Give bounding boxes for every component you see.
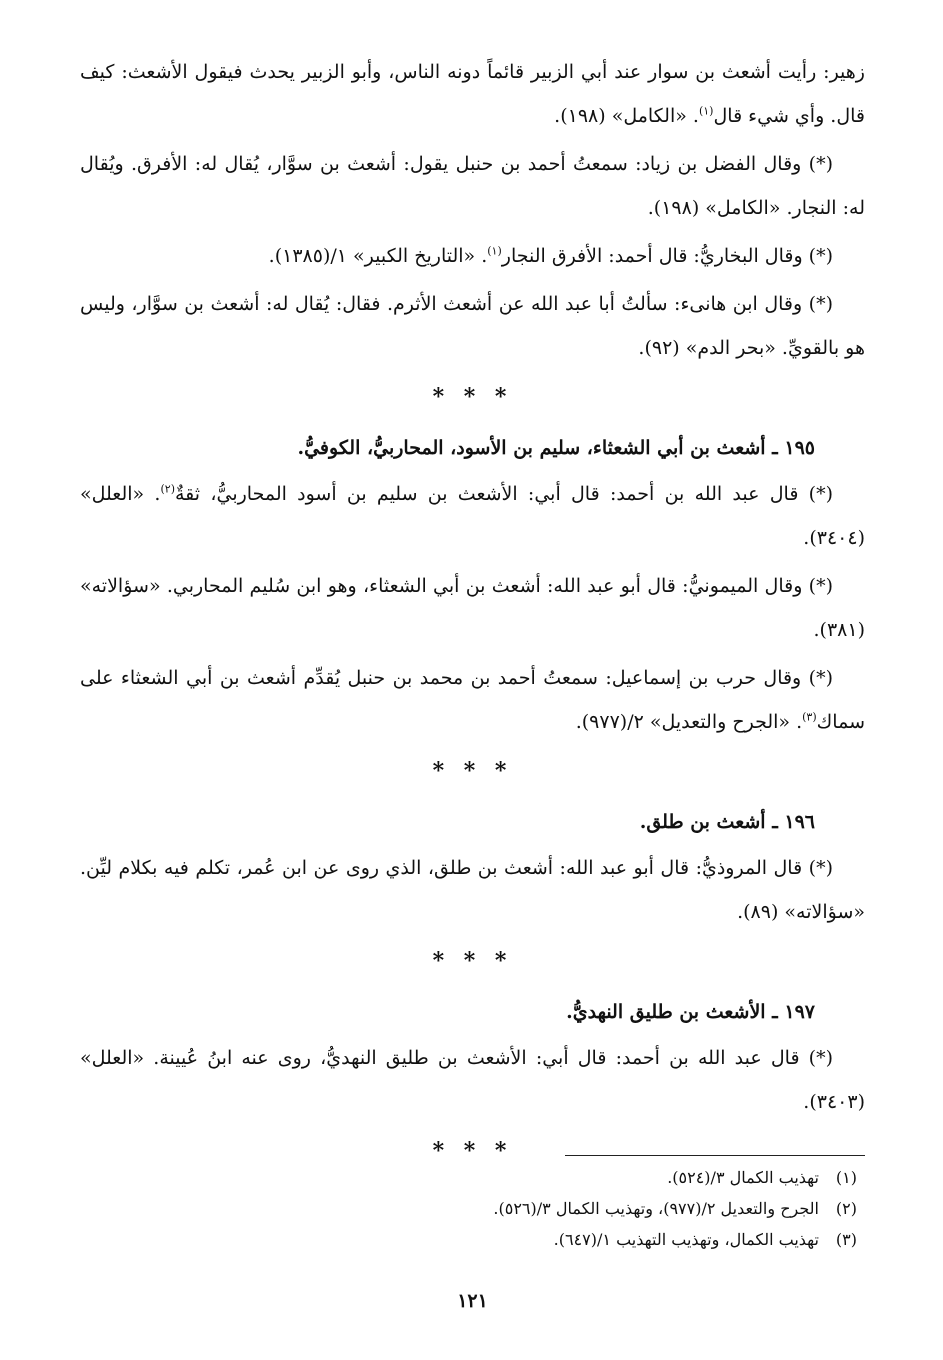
footnote-text: تهذيب الكمال، وتهذيب التهذيب ١/(٦٤٧). (553, 1230, 819, 1249)
paragraph-source: . «الجرح والتعديل» ٢/(٩٧٧). (575, 711, 803, 733)
footnote-number: (٣) (835, 1230, 857, 1249)
footnote-ref[interactable]: (٢) (160, 482, 175, 496)
section-separator: * * * (432, 758, 513, 784)
entry-heading-197: ١٩٧ ـ الأشعث بن طليق النهديُّ. (566, 1001, 815, 1023)
page-body (80, 50, 865, 1340)
footnote-divider (565, 1155, 865, 1156)
paragraph-bukhari (80, 234, 865, 278)
paragraph-marwadhi: (*) قال المروذيُّ: قال أبو عبد الله: أشعث بن طلق، الذي روى عن ابن عُمر، تكلم فيه بكلام ليِّن. «سؤالاته» (٨٩). (80, 857, 865, 923)
paragraph-source: . «التاريخ الكبير» ١/(١٣٨٥). (268, 245, 488, 267)
section-separator: * * * (432, 384, 513, 410)
entry-heading-196: ١٩٦ ـ أشعث بن طلق. (639, 811, 815, 833)
paragraph-ibn-hani: (*) وقال ابن هانىء: سألتُ أبا عبد الله عن أشعث الأثرم. فقال: يُقال له: أشعث بن سوَّار، وليس هو بالقويِّ. «بحر الدم» (٩٢). (80, 293, 865, 359)
footnote-ref[interactable]: (٣) (802, 710, 817, 724)
section-separator: * * * (432, 948, 513, 974)
paragraph-harb (80, 656, 865, 744)
paragraph-abdullah-nahdi: (*) قال عبد الله بن أحمد: قال أبي: الأشعث بن طليق النهديُّ، روى عنه ابنُ عُيينة. «العلل» (٣٤٠٣). (80, 1047, 865, 1113)
paragraph-text: (*) وقال البخاريُّ: قال أحمد: الأفرق النجار (501, 245, 833, 267)
paragraph-text: (*) قال عبد الله بن أحمد: قال أبي: الأشعث بن سليم بن أسود المحاربيُّ، ثقةٌ (175, 483, 833, 505)
footnote-ref[interactable]: (١) (487, 244, 502, 258)
footnote-item (80, 1193, 857, 1224)
footnote-number: (٢) (835, 1199, 857, 1218)
paragraph-text: زهير: رأيت أشعث بن سوار عند أبي الزبير قائماً دونه الناس، وأبو الزبير يحدث فيقول الأشعث: كيف قال. وأي شيء قال (80, 61, 865, 127)
section-separator: * * * (432, 1138, 513, 1164)
footnote-text: الجرح والتعديل ٢/(٩٧٧)، وتهذيب الكمال ٣/(٥٢٦). (493, 1199, 819, 1218)
footnote-item (80, 1224, 857, 1255)
paragraph-text: (*) وقال حرب بن إسماعيل: سمعتُ أحمد بن محمد بن حنبل يُقدِّم أشعث بن أبي الشعثاء على سماك (80, 667, 865, 733)
footnote-text: تهذيب الكمال ٣/(٥٢٤). (667, 1168, 819, 1187)
paragraph-continuation (80, 50, 865, 138)
paragraph-source: . «الكامل» (١٩٨). (554, 105, 699, 127)
footnote-ref[interactable]: (١) (698, 104, 714, 118)
entry-heading-195: ١٩٥ ـ أشعث بن أبي الشعثاء، سليم بن الأسود، المحاربيُّ، الكوفيُّ. (297, 437, 815, 459)
paragraph-source: . «العلل» (٣٤٠٤). (80, 483, 865, 549)
footnote-item (80, 1162, 857, 1193)
paragraph-maymuni: (*) وقال الميمونيُّ: قال أبو عبد الله: أشعث بن أبي الشعثاء، وهو ابن سُليم المحاربي. «سؤالاته» (٣٨١). (80, 575, 865, 641)
footnotes (80, 1155, 865, 1255)
page-number: ١٢١ (457, 1290, 488, 1312)
paragraph-abdullah (80, 472, 865, 560)
footnote-number: (١) (835, 1168, 857, 1187)
paragraph-fadl: (*) وقال الفضل بن زياد: سمعتُ أحمد بن حنبل يقول: أشعث بن سوَّار، يُقال له: الأفرق. ويُقال له: النجار. «الكامل» (١٩٨). (80, 153, 865, 219)
